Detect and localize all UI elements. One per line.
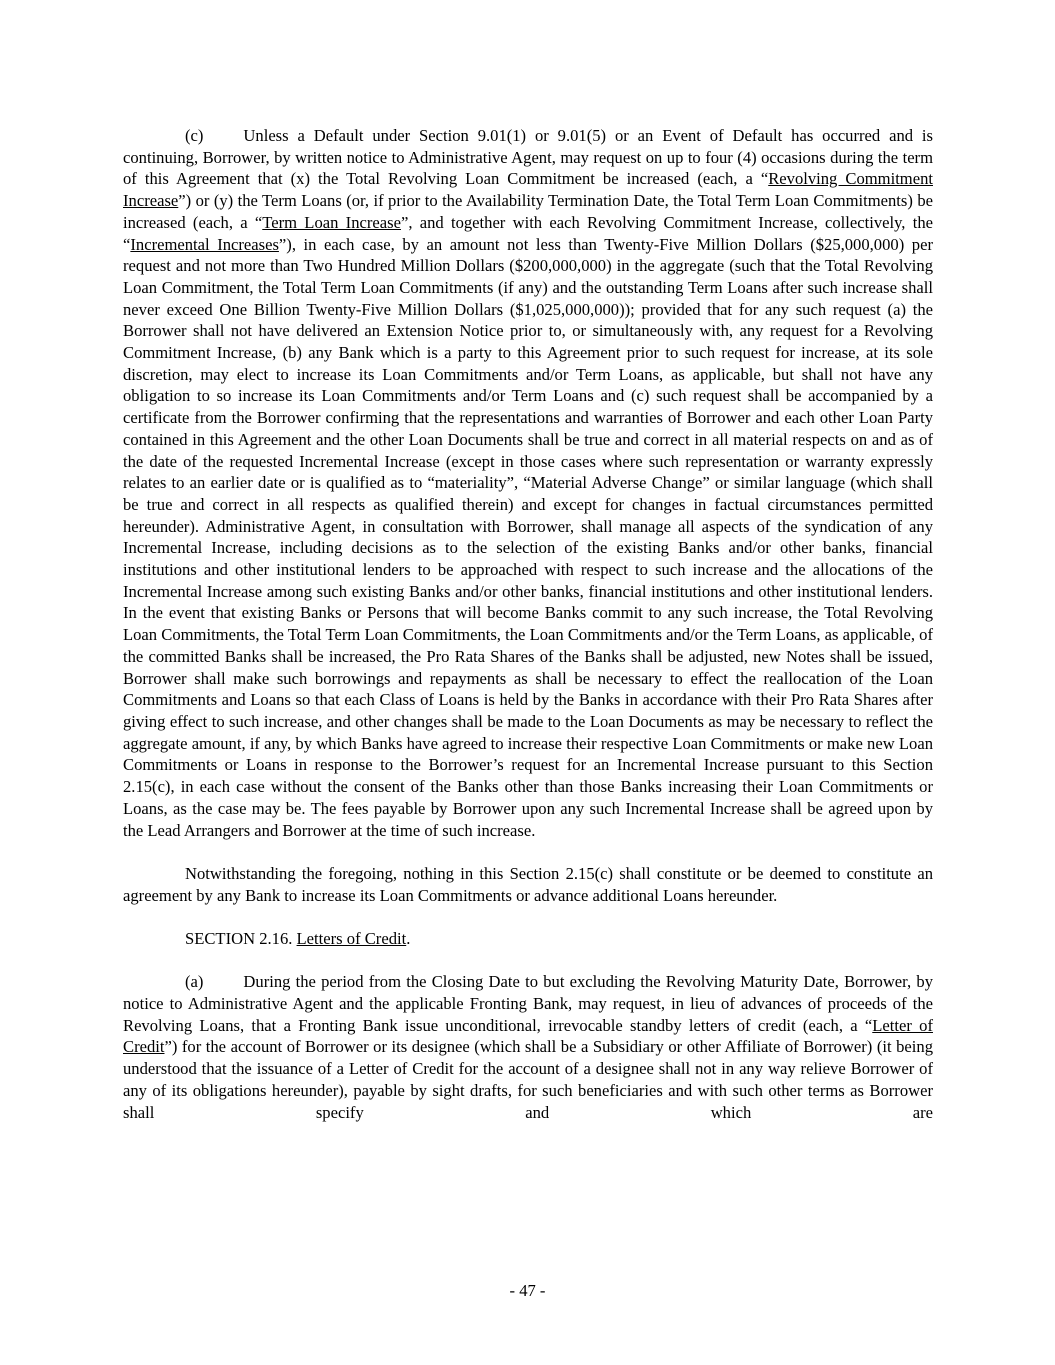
page-number: - 47 - — [509, 1281, 546, 1300]
text-run: (a) — [185, 972, 204, 992]
text-run: During the period from the Closing Date to but excluding the Revolving Maturity Date, Borrower, by notice to Administrative Agent and the applicable Fronting Bank, may request, in lieu of advances of proceeds of the Revolving Loans, that a Fronting Bank issue unconditional, irrevocable standby letters of credit (each, a “ — [123, 972, 933, 1035]
paragraph-2-15-c — [123, 125, 933, 841]
text-run: Notwithstanding the foregoing, nothing in this Section 2.15(c) shall constitute or be deemed to constitute an agreement by any Bank to increase its Loan Commitments or advance additional Loans hereunder. — [123, 863, 933, 905]
underlined-defined-term: Incremental Increases — [130, 234, 279, 254]
text-run: ”) for the account of Borrower or its designee (which shall be a Subsidiary or other Affiliate of Borrower) (it being understood that the issuance of a Letter of Credit for the account of a designee shall not in any way relieve Borrower of any of its obligations hereunder), payable by sight drafts, for such beneficiaries and with such other terms as Borrower shall specify and which are — [123, 1037, 933, 1122]
section-heading-2-16 — [123, 928, 933, 950]
underlined-defined-term: Letter of Credit — [123, 1015, 933, 1057]
text-run: Unless a Default under Section 9.01(1) or 9.01(5) or an Event of Default has occurred and is continuing, Borrower, by written notice to Administrative Agent, may request on up to four (4) occasions during the term of this Agreement that (x) the Total Revolving Loan Commitment be increased (each, a “ — [123, 126, 933, 189]
text-run: ”) or (y) the Term Loans (or, if prior to the Availability Termination Date, the Total Term Loan Commitments) be increased (each, a “ — [123, 191, 933, 232]
underlined-defined-term: Term Loan Increase — [262, 212, 401, 232]
underlined-defined-term: Letters of Credit — [296, 928, 407, 948]
paragraph-2-16-a — [123, 971, 933, 1123]
text-run: (c) — [185, 126, 204, 145]
document-body — [123, 125, 933, 1123]
paragraph-notwithstanding — [123, 863, 933, 906]
text-run: ”), in each case, by an amount not less than Twenty-Five Million Dollars ($25,000,000) per request and not more than Two Hundred Million Dollars ($200,000,000) in the aggregate (such that the Total Revolving Loan Commitment, the Total Term Loan Commitments (if any) and the outstanding Term Loans after such increase shall never exceed One Billion Twenty-Five Million Dollars ($1,025,000,000)); provided that for any such request (a) the Borrower shall not have delivered an Extension Notice prior to, or simultaneously with, any request for a Revolving Commitment Increase, (b) any Bank which is a party to this Agreement prior to such request for increase, at its sole discretion, may elect to increase its Loan Commitments and/or Term Loans, as applicable, but shall not have any obligation to so increase its Loan Commitments and/or Term Loans and (c) such request shall be accompanied by a certificate from the Borrower confirming that the representations and warranties of Borrower and each other Loan Party contained in this Agreement and the other Loan Documents shall be true and correct in all material respects on and as of the date of the requested Incremental Increase (except in those cases where such representation or warranty expressly relates to an earlier date or is qualified as to “materiality”, “Material Adverse Change” or similar language (which shall be true and correct in all respects as qualified therein) and except for changes in factual circumstances permitted hereunder). Administrative Agent, in consultation with Borrower, shall manage all aspects of the syndication of any Incremental Increase, including decisions as to the selection of the existing Banks and/or other banks, financial institutions and other institutional lenders to be approached with respect to such increase and the allocations of the Incremental Increase among such existing Banks and/or other banks, financial institutions and other institutional lenders. In the event that existing Banks or Persons that will become Banks commit to any such increase, the Total Revolving Loan Commitments, the Total Term Loan Commitments, the Loan Commitments and/or the Term Loans, as applicable, of the committed Banks shall be increased, the Pro Rata Shares of the Banks shall be adjusted, new Notes shall be issued, Borrower shall make such borrowings and repayments as shall be necessary to effect the reallocation of the Loan Commitments and Loans so that each Class of Loans is held by the Banks in accordance with their Pro Rata Shares after giving effect to such increase, and other changes shall be made to the Loan Documents as may be necessary to reflect the aggregate amount, if any, by which Banks have agreed to increase their respective Loan Commitments or make new Loan Commitments or Loans in response to the Borrower’s request for an Incremental Increase pursuant to this Section 2.15(c), in each case without the consent of the Banks other than those Banks increasing their Loan Commitments or Loans, as the case may be. The fees payable by Borrower upon any such Incremental Increase shall be agreed upon by the Lead Arrangers and Borrower at the time of such increase. — [123, 234, 933, 840]
text-run: ”, and together with each Revolving Commitment Increase, collectively, the “ — [123, 212, 934, 254]
text-run: SECTION 2.16. — [185, 928, 297, 948]
underlined-defined-term: Revolving Commitment Increase — [123, 169, 933, 211]
text-run: . — [406, 928, 411, 948]
